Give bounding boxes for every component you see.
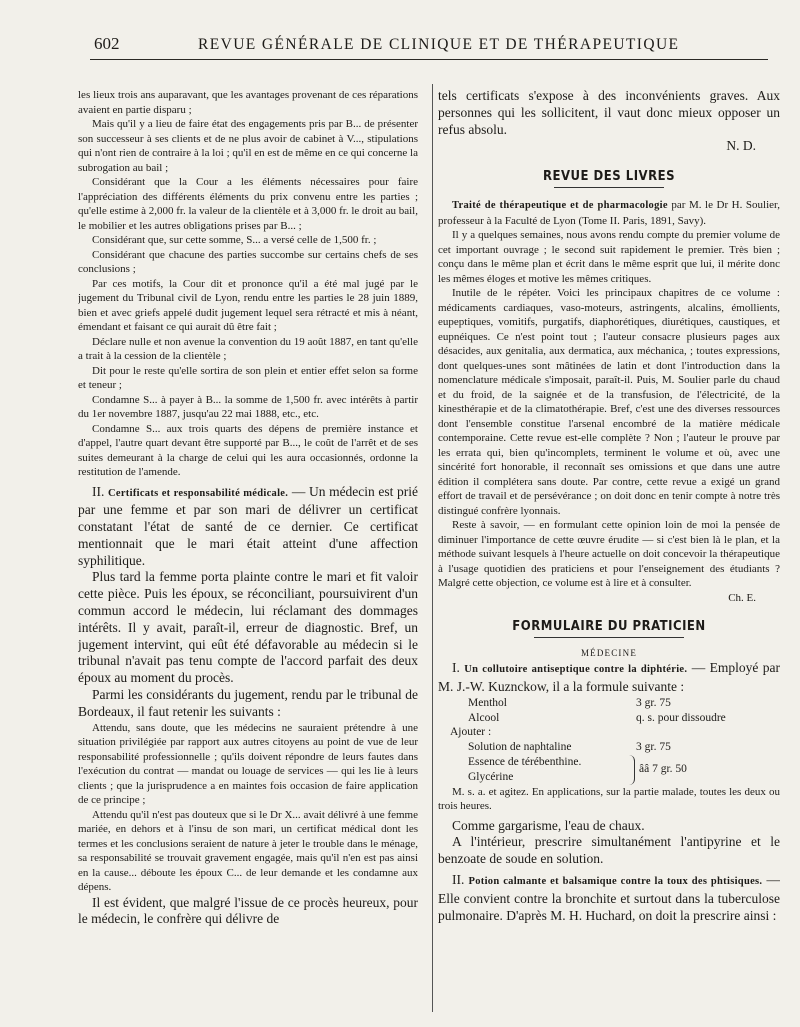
recipe-line xyxy=(468,711,780,726)
recipe xyxy=(450,696,780,785)
signature: Ch. E. xyxy=(728,591,756,604)
recipe-line xyxy=(468,740,780,755)
formula-heading: Potion calmante et balsamique contre la toux des phtisiques. xyxy=(468,875,763,887)
paragraph: M. s. a. et agitez. En applications, sur la partie malade, toutes les deux ou trois heures. xyxy=(438,785,780,813)
brace xyxy=(624,755,635,785)
paragraph: Il est évident, que malgré l'issue de ce procès heureux, pour le médecin, le confrère qui délivre de xyxy=(78,894,418,927)
paragraph: A l'intérieur, prescrire simultanément l'antipyrine et le benzoate de soude en solution. xyxy=(438,834,780,867)
formula-text: — Elle convient contre la bronchite et surtout dans la tuberculose pulmonaire. D'après M. H. Huchard, on doit la prescrire ainsi : xyxy=(438,871,780,923)
section-title-revue: REVUE DES LIVRES xyxy=(542,169,676,185)
formula-i xyxy=(438,660,780,696)
paragraph: Considérant que la Cour a les éléments nécessaires pour faire l'appréciation des différents éléments du prix convenu entre les parties ; qu'elle estime à 2,000 fr. la valeur de la clientèle et à 3,000 fr. le droit au bail, le mobilier et les autres obligations prises par B... ; xyxy=(78,176,418,232)
paragraph: Considérant que, sur cette somme, S... a versé celle de 1,500 fr. ; xyxy=(92,234,377,246)
book-ref: par M. le Dr H. Soulier, professeur à la Faculté de Lyon (Tome II. Paris, 1891, Savy). xyxy=(438,199,780,227)
paragraph: les lieux trois ans auparavant, que les avantages provenant de ces réparations avaient en partie disparu ; xyxy=(78,89,418,116)
quoted-paragraph: Attendu qu'il n'est pas douteux que si le Dr X... avait délivré à une femme mariée, en dehors et à l'insu de son mari, un certificat médical dont les termes et les conclusions seraient de nature à jeter le trouble dans le ménage, sa responsabilité se trouvait gravement engagée, mais qu'il n'en est pas ainsi en la cause... déboute les époux C... de leur demande et les condamne aux dépens. xyxy=(78,808,418,894)
paragraph: Considérant que chacune des parties succombe sur certains chefs de ses conclusions ; xyxy=(78,248,418,275)
quantity: 3 gr. 75 xyxy=(636,696,671,709)
paragraph: Déclare nulle et non avenue la convention du 19 août 1887, en tant qu'elle a trait à la cession de la clientèle ; xyxy=(78,335,418,362)
running-title: REVUE GÉNÉRALE DE CLINIQUE ET DE THÉRAPEUTIQUE xyxy=(198,36,680,53)
formula-heading: Un collutoire antiseptique contre la diphtérie. xyxy=(464,664,688,676)
ingredient: Glycérine xyxy=(468,770,514,783)
running-header xyxy=(88,30,768,60)
paragraph: Plus tard la femme porta plainte contre le mari et fit valoir cette pièce. Puis les époux, se réconciliant, poursuivirent d'un commun accord le médecin, lui réclamant des dommages intérêts. Il y avait, paraît-il, erreur de diagnostic. Bref, un jugement intervint, qui eût été défavorable au médecin si le tribunal n'avait pas tenu compte de l'accord parfait des deux époux au moment du procès. xyxy=(78,569,418,686)
section-number: II. xyxy=(92,483,105,499)
left-column xyxy=(78,88,418,1022)
paragraph: Condamne S... à payer à B... la somme de 1,500 fr. avec intérêts à partir du 1er novembre 1887, jusqu'au 22 mai 1888, etc., etc. xyxy=(78,393,418,420)
signature-row xyxy=(438,138,780,155)
page-number: 602 xyxy=(94,34,120,53)
recipe-ajouter: Ajouter : xyxy=(450,726,492,739)
section-text: — Un médecin est prié par une femme et par son mari de délivrer un certificat constatant l'état de santé de ce dernier. Ce certificat mentionnait que le mari était atteint d'une affection syphilitique. xyxy=(78,483,418,568)
recipe-line xyxy=(468,696,780,711)
paragraph: Reste à savoir, — en formulant cette opinion loin de moi la pensée de diminuer l'importance de cette œuvre érudite — si c'est bien là le plan, et la méthode suivant lesquels à l'heure actuelle on doit concevoir la thérapeutique à l'usage quotidien des praticiens et pour l'enseignement des étudiants ? Malgré cette objection, ce volume est à lire et à consulter. xyxy=(438,519,780,590)
paragraph: Mais qu'il y a lieu de faire état des engagements pris par B... de présenter son successeur à ses clients et de ne plus avoir de cabinet à V..., stipulations qui n'ont rien de contraire à la loi ; qu'il en est de même en ce qui concerne la subrogation au bail ; xyxy=(78,118,418,174)
paragraph: Parmi les considérants du jugement, rendu par le tribunal de Bordeaux, il faut retenir les suivants : xyxy=(78,687,418,719)
subsection-medecine: MÉDECINE xyxy=(580,648,638,659)
section-ii xyxy=(78,484,418,570)
column-divider xyxy=(432,84,433,1012)
section-heading: Certificats et responsabilité médicale. xyxy=(108,487,289,499)
paragraph: Il y a quelques semaines, nous avons rendu compte du premier volume de cet important ouvrage ; le second suit rapidement le premier. Très bien ; conçu dans le même plan et écrit dans le même esprit que lui, il mérite donc les mêmes éloges et motive les mêmes critiques. xyxy=(438,229,780,285)
signature: N. D. xyxy=(726,138,756,154)
formula-number: II. xyxy=(452,871,465,887)
ingredient: Menthol xyxy=(468,696,507,709)
signature-row xyxy=(438,591,780,606)
brace-names xyxy=(468,755,624,785)
paragraph: Condamne S... aux trois quarts des dépens de première instance et d'appel, l'autre quart devant être supporté par B..., le coût de l'arrêt et de ses suites demeurant à la charge de celui qui les aura occasionnés, ordonne la restitution de l'amende. xyxy=(78,422,418,478)
recipe-brace-group xyxy=(468,755,780,785)
quantity: 3 gr. 75 xyxy=(636,741,671,754)
ingredient: Alcool xyxy=(468,711,500,724)
header-rule xyxy=(90,59,768,60)
paragraph: Par ces motifs, la Cour dit et prononce qu'il a été mal jugé par le jugement du Tribunal civil de Lyon, rendu entre les parties le 28 juin 1889, bien et avec griefs appelé dudit jugement lequel sera rétracté et mis à néant, émendant et faisant ce qui aurait dû être fait ; xyxy=(78,277,418,333)
book-reference xyxy=(438,198,780,228)
ingredient: Solution de naphtaline xyxy=(468,741,572,754)
quantity: q. s. pour dissoudre xyxy=(636,711,726,724)
formula-ii xyxy=(438,872,780,924)
paragraph: Dit pour le reste qu'elle sortira de son plein et entier effet selon sa forme et teneur ; xyxy=(78,364,418,391)
section-rule xyxy=(554,187,664,188)
book-title: Traité de thérapeutique et de pharmacologie xyxy=(452,200,668,212)
paragraph: tels certificats s'expose à des inconvénients graves. Aux personnes qui les sollicitent, il vaut donc mieux opposer un refus absolu. xyxy=(438,88,780,137)
section-rule xyxy=(534,637,684,638)
formula-text: — Employé par M. J.-W. Kuznckow, il a la formule suivante : xyxy=(438,660,780,694)
section-title-formulaire: FORMULAIRE DU PRATICIEN xyxy=(512,619,706,635)
quantity: ââ 7 gr. 50 xyxy=(639,762,687,775)
right-column xyxy=(438,88,780,1022)
paragraph: Comme gargarisme, l'eau de chaux. xyxy=(452,817,645,833)
paragraph: Inutile de le répéter. Voici les principaux chapitres de ce volume : médicaments cardiaques, vaso-moteurs, astringents, alcalins, émollients, eupeptiques, vomitifs, purgatifs, diaphorétiques, diurétiques, caustiques, et eupnéiques. Ce n'est point tout ; l'auteur consacre plusieurs pages aux désacides, aux genitalia, aux dermatica, aux méchanica, ; toutes expressions, dont quelques-unes sont mâtinées de latin et dont l'introduction dans la nomenclature médicale s'imposait, paraît-il. Puis, M. Soulier parle du chaud et du froid, de la saignée et de la transfusion, de l'électricité, de la kinesthérapie et de la climatothérapie. Bref, c'est une des diverses ressources dont l'ensemble constitue l'arsenal encombré de la matière médicale contemporaine. Cette revue est-elle complète ? Non ; l'auteur le prouve par les errata qui, bien qu'incomplets, terminent le volume et où, avec une sincérité fort honorable, il reconnaît ses omissions et que dans une autre édition il complétera sans doute. Par contre, cette revue a exigé un grand effort de travail et de persévérance ; on doit donc en tenir compte à notre très distingué confrère lyonnais. xyxy=(438,287,780,517)
formula-number: I. xyxy=(452,660,460,676)
ingredient: Essence de térébenthine. xyxy=(468,755,582,768)
quoted-paragraph: Attendu, sans doute, que les médecins ne sauraient prétendre à une situation privilégiée par rapport aux autres citoyens au point de vue de leur responsabilité professionnelle ; qu'ils doivent répondre de leurs fautes dans l'exécution du contrat — mandat ou louage de services — qui les lie à leurs clients ; que la jurisprudence a en maintes fois occasion de faire application de ce principe ; xyxy=(78,721,418,807)
